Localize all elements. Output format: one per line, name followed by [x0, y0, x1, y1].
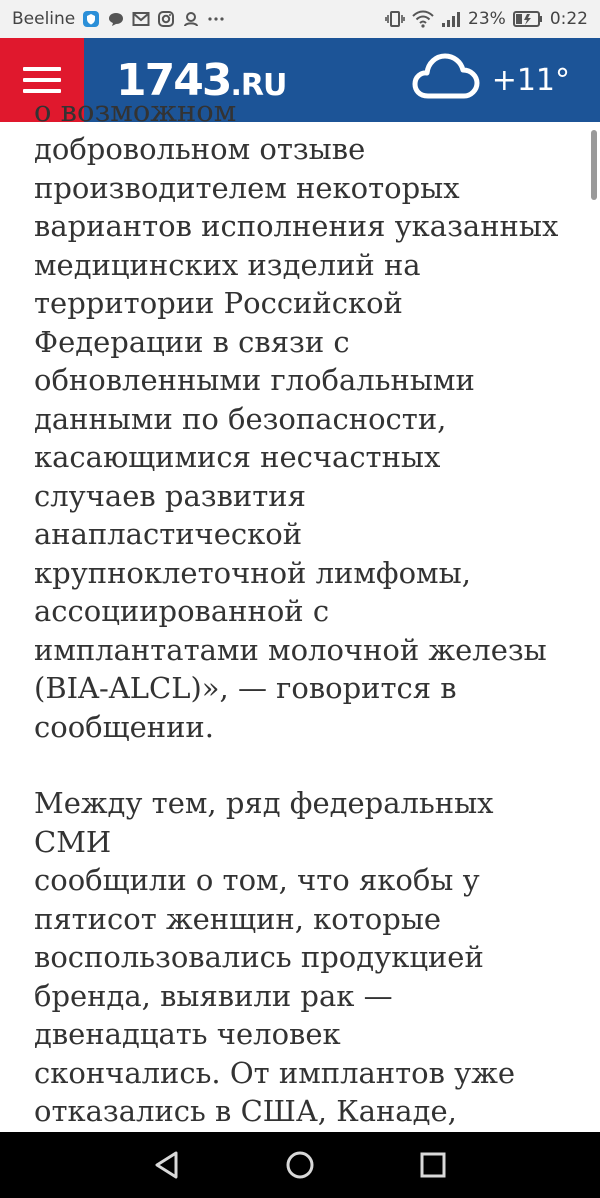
- home-icon[interactable]: [280, 1145, 320, 1185]
- carrier-name: Beeline: [12, 9, 76, 29]
- temperature: +11°: [491, 62, 570, 98]
- cut-off-line: [34, 93, 574, 130]
- signal-icon: [441, 10, 461, 28]
- logo-suffix: .RU: [230, 67, 287, 103]
- navigation-bar: [0, 1132, 600, 1198]
- article-paragraph-2: Между тем, ряд федеральных СМИ сообщили о том, что якобы у пятисот женщин, которые воспользовались продукцией бренда, выявили рак — двенадцать человек скончались. От имплантов уже отказались в США, Канаде,: [34, 786, 516, 1128]
- status-bar: [0, 0, 600, 38]
- face-recognition-icon: [182, 10, 200, 28]
- chat-icon: [107, 10, 125, 28]
- logo-number: 1743: [116, 54, 231, 106]
- shield-app-icon: [82, 10, 100, 28]
- cut-off-text: о возможном: [34, 93, 237, 128]
- battery-percent: 23%: [468, 9, 506, 29]
- article-body: [34, 93, 574, 1169]
- wifi-icon: [412, 10, 434, 28]
- weather-widget[interactable]: [412, 50, 570, 110]
- more-dots-icon: [207, 16, 225, 22]
- back-icon[interactable]: [147, 1145, 187, 1185]
- battery-icon: [513, 10, 543, 28]
- recents-icon[interactable]: [413, 1145, 453, 1185]
- mail-icon: [132, 11, 150, 27]
- clock: 0:22: [549, 9, 588, 29]
- vibrate-icon: [385, 10, 405, 28]
- cloud-icon: [412, 50, 480, 110]
- instagram-icon: [157, 10, 175, 28]
- scrollbar[interactable]: [591, 130, 597, 200]
- article-paragraph-1: добровольном отзыве производителем некоторых вариантов исполнения указанных медицинских изделий на территории Российской Федерации в связи с обновленными глобальными данными по безопасности, касающимися несчастных случаев развития анапластической крупноклеточной лимфомы, ассоциированной с имплантатами молочной железы (BIA-ALCL)», — говорится в сообщении.: [34, 132, 559, 744]
